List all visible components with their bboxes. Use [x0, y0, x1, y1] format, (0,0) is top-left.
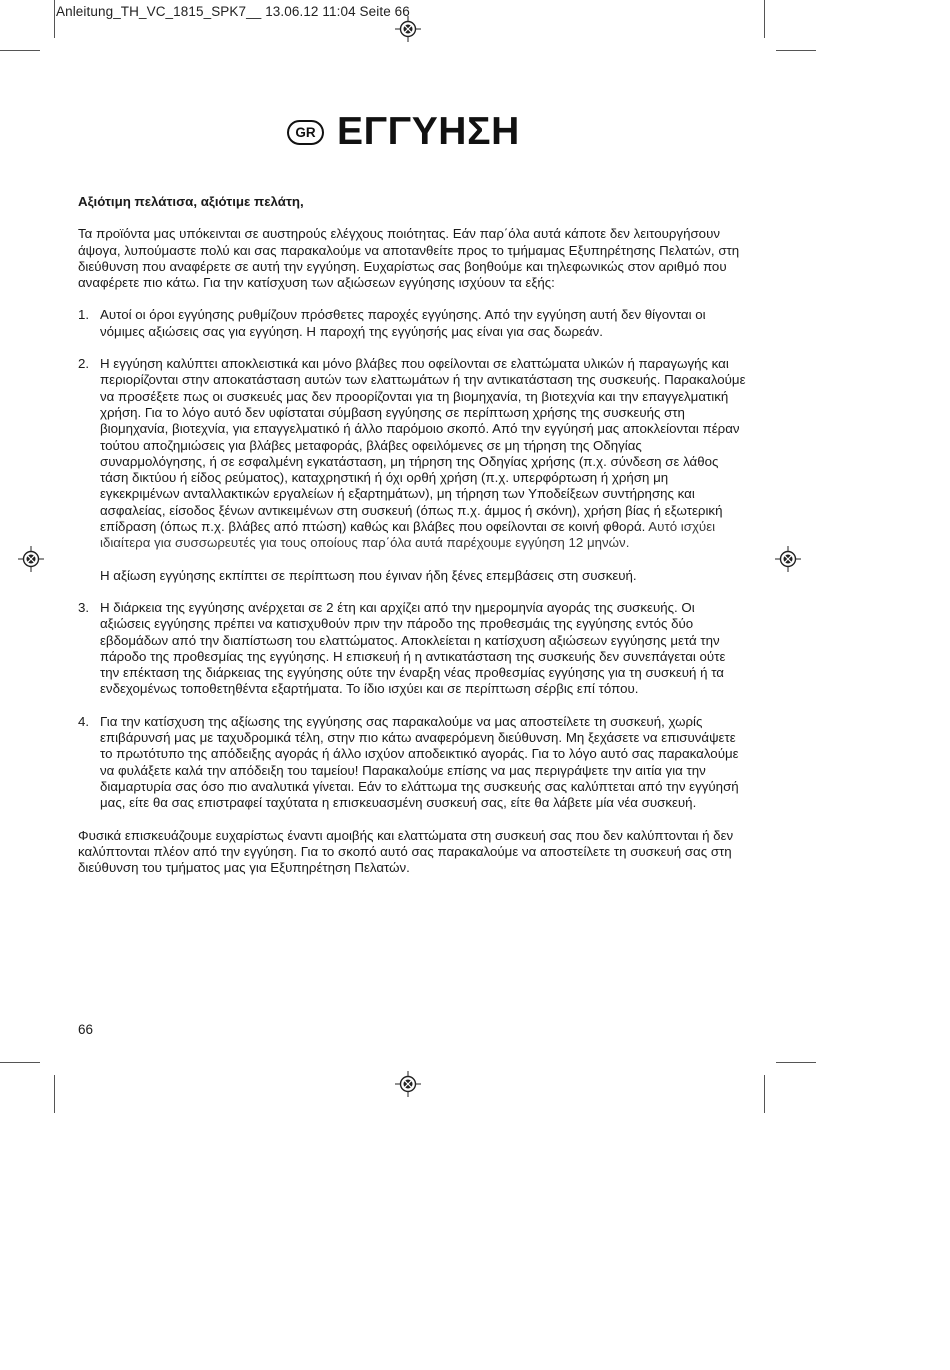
list-item-sub-paragraph: Η αξίωση εγγύησης εκπίπτει σε περίπτωση που έγιναν ήδη ξένες επεμβάσεις στη συσκευή. — [100, 567, 637, 583]
intro-paragraph: Τα προϊόντα μας υπόκεινται σε αυστηρούς ελέγχους ποιότητας. Εάν παρ΄όλα αυτά κάποτε δεν λειτουργήσουν άψογα, λυπούμαστε πολύ και σας παρακαλούμε να αποτανθείτε προς το τμήμαμας Εξυπηρέτησης Πελατών, στη διεύθυνση που αναφέρετε σε αυτή την εγγύηση. Ευχαρίστως σας βοηθούμε και τηλεφωνικώς στον αριθμό που αναφέρετε πιο κάτω. Για την κατίσχυση των αξιώσεων εγγύησης ισχύουν τα εξής: — [78, 226, 740, 291]
list-item-text: Αυτοί οι όροι εγγύησης ρυθμίζουν πρόσθετες παροχές εγγύησης. Από την εγγύηση αυτή δεν θίγονται οι νόμιμες αξιώσεις σας για εγγύηση. Η παροχή της εγγύησής μας είναι για σας δωρεάν. — [100, 307, 706, 339]
crop-mark-bottom-left-vertical — [54, 1075, 55, 1113]
warranty-text — [78, 194, 748, 892]
crop-mark-top-left-horizontal — [0, 50, 40, 51]
crop-mark-top-right-horizontal — [776, 50, 816, 51]
crop-mark-top-right-vertical — [764, 0, 765, 38]
list-item-text-extra: Αυτό ισχύει ιδιαίτερα για συσσωρευτές για τους οποίους παρ΄όλα αυτά παρέχουμε εγγύηση 12 μηνών. — [100, 519, 716, 551]
list-item-term-3 — [78, 600, 748, 698]
list-item-text: Η εγγύηση καλύπτει αποκλειστικά και μόνο βλάβες που οφείλονται σε ελαττώματα υλικών ή παραγωγής και περιορίζονται στην αποκατάσταση αυτών των ελαττωμάτων ή την αντικατάσταση της συσκευής. Παρακαλούμε να προσέξετε πως οι συσκευές μας δεν προορίζονται για τη βιομηχανία, τη βιοτεχνία και την επαγγελματική χρήση. Για το λόγο αυτό δεν υφίσταται σύμβαση εγγύησης σε περίπτωση χρήσης της συσκευής στη βιομηχανία, βιοτεχνία, για επαγγελματικό ή άλλο παρόμοιο σκοπό. Από την εγγύησή μας αποκλείονται πέραν τούτου αποζημιώσεις για βλάβες μεταφοράς, βλάβες οφειλόμενες σε μη τήρηση της Οδηγίας συναρμολόγησης, ή σε εσφαλμένη εγκατάσταση, μη τήρηση της Οδηγίας χρήσης (π.χ. σύνδεση σε λάθος τάση δικτύου ή είδος ρεύματος), καταχρηστική ή όχι ορθή χρήση (π.χ. υπερφόρτωση ή χρήση μη εγκεκριμένων ανταλλακτικών εργαλείων ή εξαρτημάτων), μη τήρηση των Υποδείξεων συντήρησης και ασφαλείας, είσοδος ξένων αντικειμένων στη συσκευή (όπως π.χ. άμμος ή σκόνη), χρήση βίας ή εξωτερική επίδραση (όπως π.χ. βλάβες από πτώση) καθώς και βλάβες που οφείλονται σε κοινή φθορά. — [100, 356, 746, 535]
page-title: ΕΓΓΥΗΣΗ — [337, 110, 520, 153]
crop-mark-bottom-left-horizontal — [0, 1062, 40, 1063]
crop-mark-bottom-right-vertical — [764, 1075, 765, 1113]
registration-mark-right-icon — [775, 546, 801, 572]
registration-mark-top-icon — [395, 16, 421, 42]
list-item-number: 3. — [78, 599, 90, 615]
print-slug-line: Anleitung_TH_VC_1815_SPK7__ 13.06.12 11:04 Seite 66 — [56, 4, 410, 19]
list-item-text: Η διάρκεια της εγγύησης ανέρχεται σε 2 έτη και αρχίζει από την ημερομηνία αγοράς της συσκευής. Οι αξιώσεις εγγύησης πρέπει να κατισχυθούν πριν την πάροδο της προθεσμάις της εγγύησης εντός δύο εβδομάδων από την διαπίστωση του ελαττώματος. Αποκλείεται η κατίσχυση αξιώσεων εγγύησης μετά την πάροδο της προθεσμίας της εγγύησης. Η επισκευή ή η αντικατάσταση της συσκευής δεν συνεπάγεται ούτε την επέκταση της διάρκειας της εγγύησης ούτε την έναρξη νέας προθεσμίας εγγύησης για τη συσκευή ή τα ενδεχομένως τοποθετηθέντα εξαρτήματα. Το ίδιο ισχύει και σε περίπτωση σέρβις επί τόπου. — [100, 599, 726, 697]
language-badge: GR — [287, 120, 324, 145]
closing-paragraph: Φυσικά επισκευάζουμε ευχαρίστως έναντι αμοιβής και ελαττώματα στη συσκευή σας που δεν καλύπτονται ή δεν καλύπτονται πλέον από την εγγύηση. Για το σκοπό αυτό σας παρακαλούμε να αποστείλετε τη συσκευή σας στη διεύθυνση του τμήματος μας για Εξυπηρέτηση Πελατών. — [78, 827, 734, 876]
crop-mark-bottom-right-horizontal — [776, 1062, 816, 1063]
list-item-number: 2. — [78, 356, 90, 372]
salutation: Αξιότιμη πελάτισα, αξιότιμε πελάτη, — [78, 194, 304, 209]
registration-mark-bottom-icon — [395, 1071, 421, 1097]
warranty-terms-list — [78, 307, 748, 811]
list-item-term-2 — [78, 356, 748, 584]
page-header — [287, 108, 520, 156]
list-item-term-1 — [78, 307, 748, 340]
list-item-number: 4. — [78, 713, 90, 729]
crop-mark-top-left-vertical — [54, 0, 55, 38]
page-number: 66 — [78, 1022, 94, 1037]
list-item-text: Για την κατίσχυση της αξίωσης της εγγύησης σας παρακαλούμε να μας αποστείλετε τη συσκευή, χωρίς επιβάρυνσή μας με ταχυδρομικά τέλη, στην πιο κάτω αναφερόμενη διεύθυνση. Μη ξεχάσετε να επισυνάψετε το πρωτότυπο της απόδειξης αγοράς ή άλλο ισχύον αποδεικτικό αγοράς. Για το λόγο αυτό σας παρακαλούμε να φυλάξετε καλά την απόδειξη του ταμείου! Παρακαλούμε επίσης να μας περιγράψετε την αιτία για την διαμαρτυρία σας όσο πιο αναλυτικά γίνεται. Εάν το ελάττωμα της συσκευής σας καλύπτεται από την εγγύησή μας, είτε θα σας επιστραφεί ταχύτατα η επισκευασμένη συσκευή σας, είτε θα λάβετε μία νέα συσκευή. — [100, 713, 739, 811]
list-item-number: 1. — [78, 307, 90, 323]
registration-mark-left-icon — [18, 546, 44, 572]
list-item-term-4 — [78, 714, 748, 812]
